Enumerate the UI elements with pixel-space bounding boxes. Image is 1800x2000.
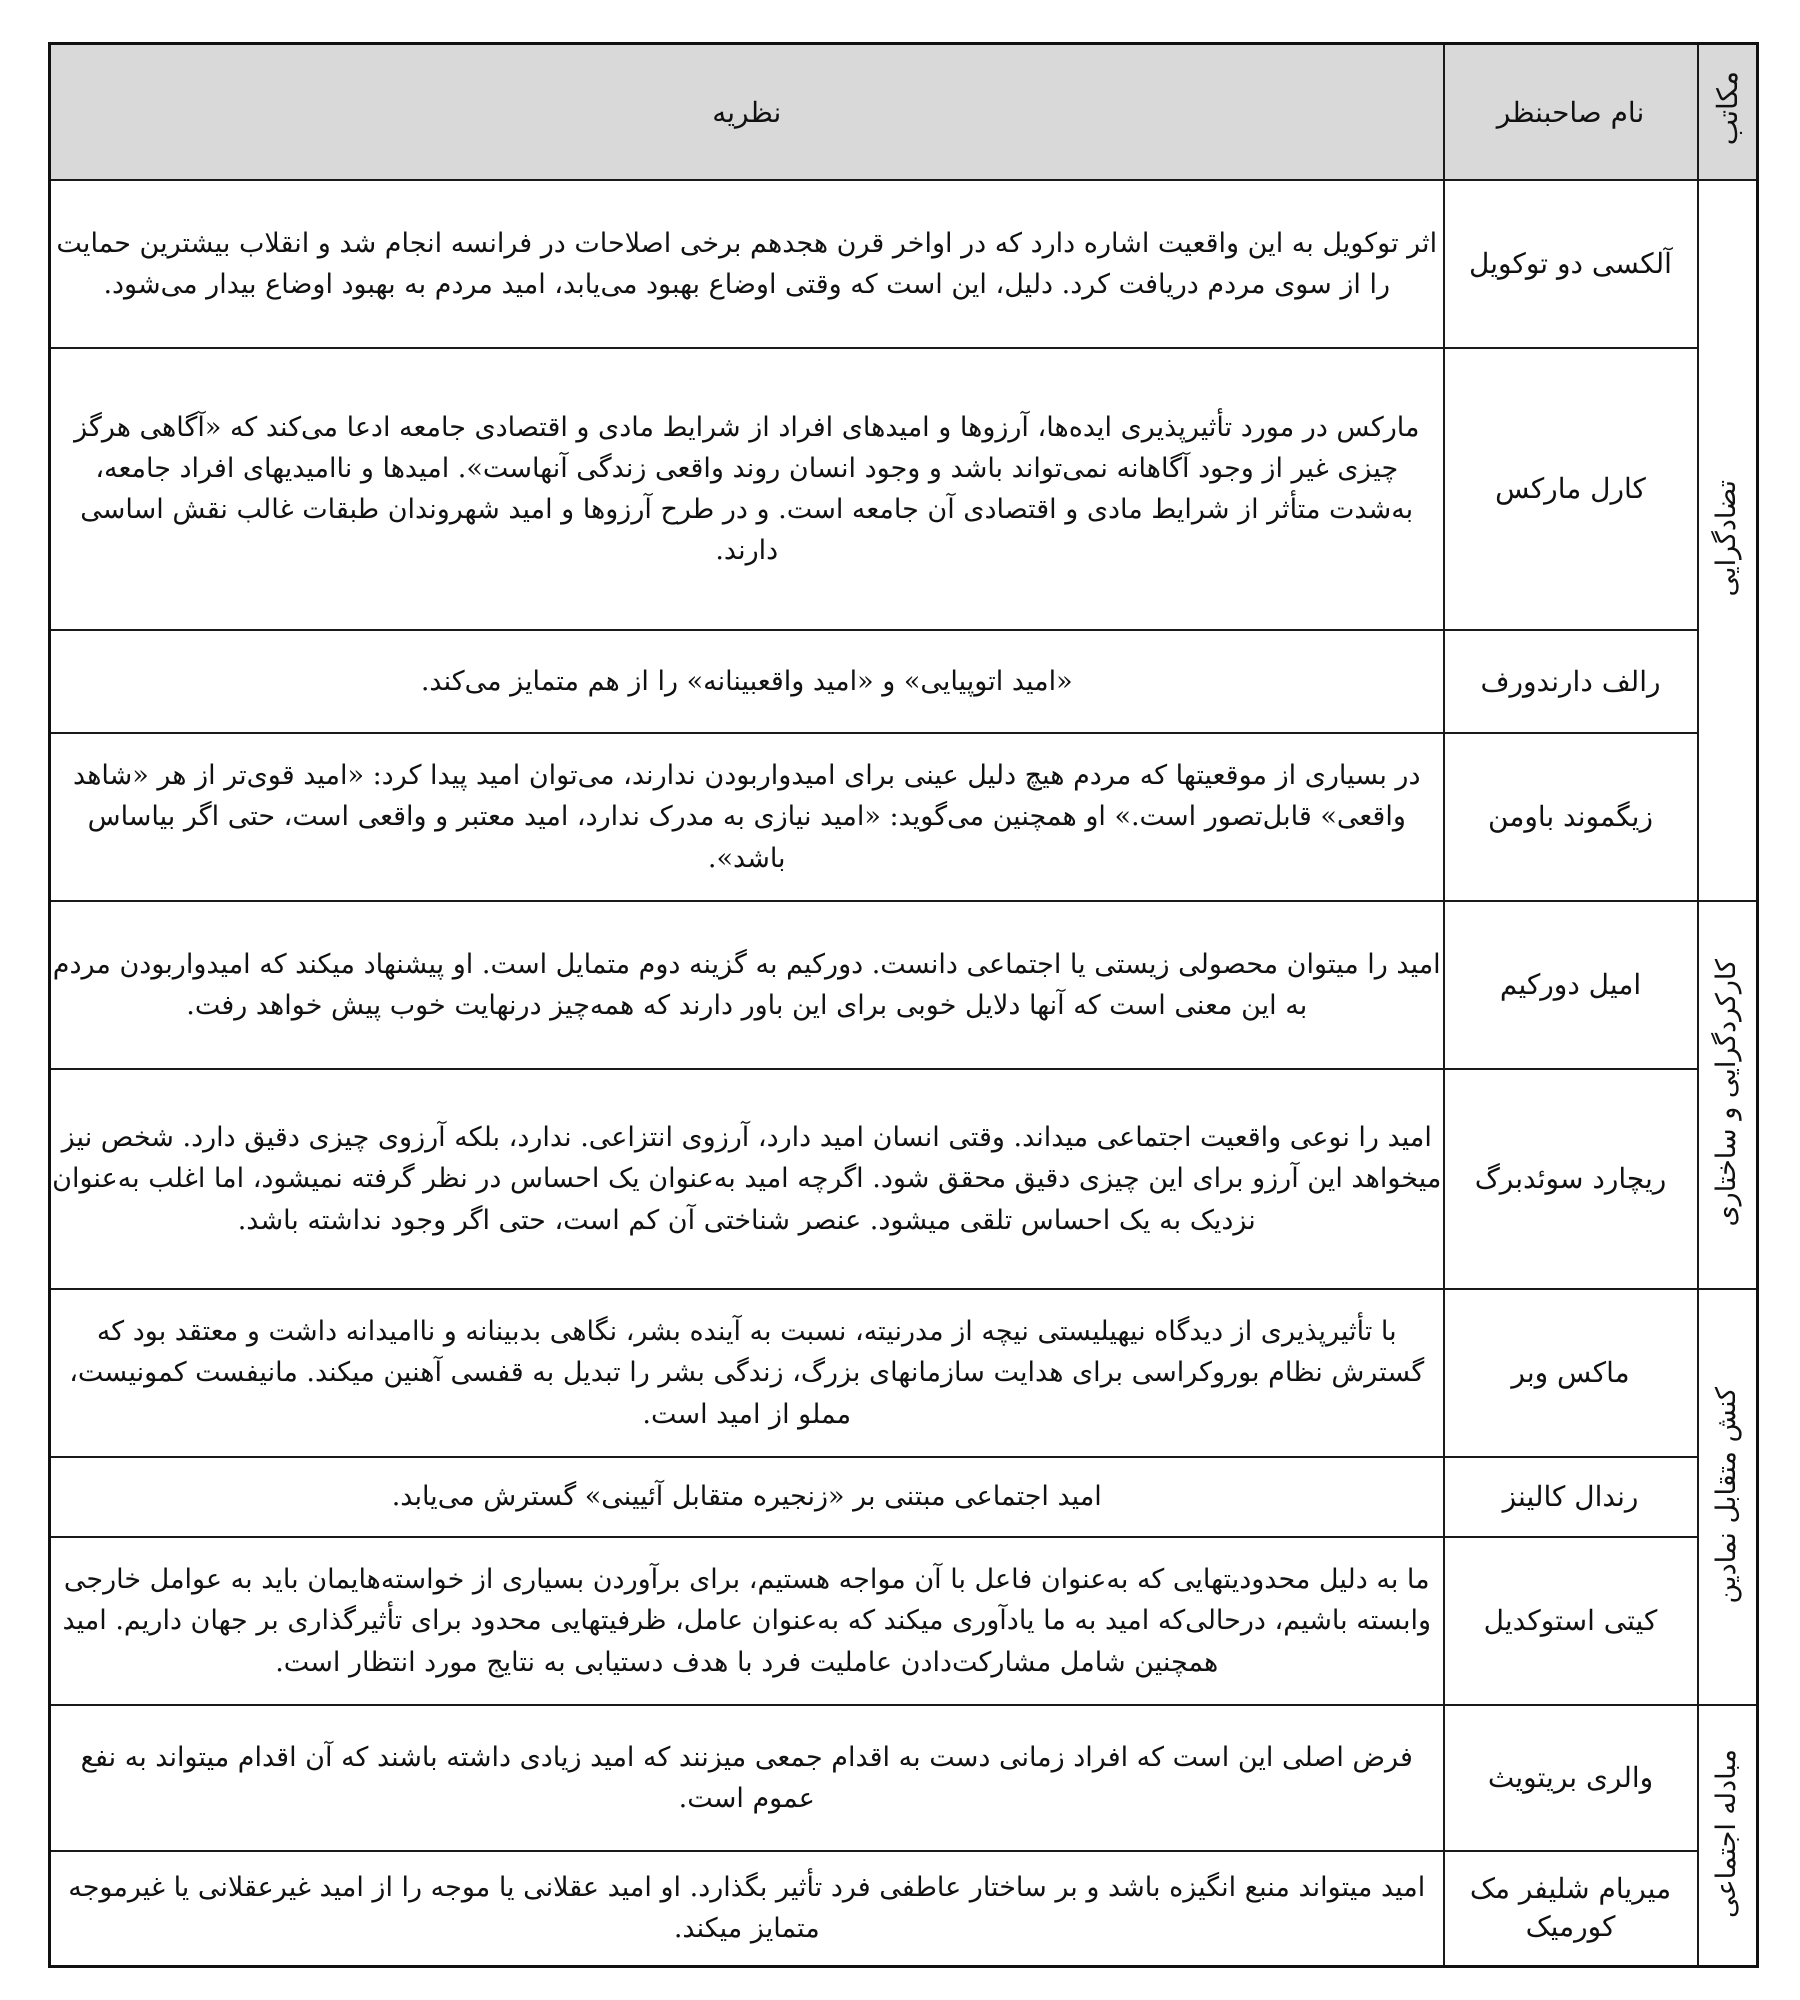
theory-text: امید را نوعی واقعیت اجتماعی میداند. وقتی انسان امید دارد، آرزوی انتزاعی. ندارد، بلکه آرزوی چیزی دقیق دارد. شخص نیز میخواهد این آرزو برای این چیزی دقیق محقق شود. اگرچه امید به‌عنوان یک احساس در نظر گرفته نمیشود، اما اغلب به‌عنوان نزدیک به یک احساس تلقی میشود. عنصر شناختی آن کم است، حتی اگر وجود نداشته باشد. — [50, 1069, 1444, 1289]
theories-table — [48, 42, 1759, 1968]
table-row — [50, 630, 1758, 733]
table-row — [50, 1537, 1758, 1705]
school-label: مبادله اجتماعی — [1711, 1748, 1743, 1918]
theorist-name: امیل دورکیم — [1444, 901, 1698, 1069]
header-theory — [50, 44, 1444, 181]
school-cell — [1698, 1289, 1758, 1705]
table-row — [50, 348, 1758, 630]
header-school — [1698, 44, 1758, 181]
table-row — [50, 1851, 1758, 1966]
theory-text: اثر توکویل به این واقعیت اشاره دارد که در اواخر قرن هجدهم برخی اصلاحات در فرانسه انجام شد و انقلاب بیشترین حمایت را از سوی مردم دریافت کرد. دلیل، این است که وقتی اوضاع بهبود می‌یابد، امید مردم به بهبود اوضاع بیدار می‌شود. — [50, 180, 1444, 348]
school-cell — [1698, 901, 1758, 1289]
school-cell — [1698, 1705, 1758, 1966]
theory-text: مارکس در مورد تأثیرپذیری ایده‌ها، آرزوها و امیدهای افراد از شرایط مادی و اقتصادی جامعه ادعا می‌کند که «آگاهی هرگز چیزی غیر از وجود آگاهانه نمی‌تواند باشد و وجود انسان روند واقعی زندگی آنهاست». امیدها و ناامیدیهای افراد جامعه، به‌شدت متأثر از شرایط مادی و اقتصادی آن جامعه است. و در طرح آرزوها و امید شهروندان طبقات غالب نقش اساسی دارند. — [50, 348, 1444, 630]
theorist-name: کارل مارکس — [1444, 348, 1698, 630]
theory-text: فرض اصلی این است که افراد زمانی دست به اقدام جمعی میزنند که امید زیادی داشته باشند که آن اقدام میتواند به نفع عموم است. — [50, 1705, 1444, 1851]
theories-table-container — [48, 42, 1759, 1952]
theory-text: امید میتواند منبع انگیزه باشد و بر ساختار عاطفی فرد تأثیر بگذارد. او امید عقلانی یا موجه را از امید غیرعقلانی یا غیرموجه متمایز میکند. — [50, 1851, 1444, 1966]
theorist-name: والری بریتویث — [1444, 1705, 1698, 1851]
header-row — [50, 44, 1758, 181]
school-label: کارکردگرایی و ساختاری — [1711, 959, 1743, 1227]
theory-text: امید اجتماعی مبتنی بر «زنجیره متقابل آئیینی» گسترش می‌یابد. — [50, 1457, 1444, 1537]
school-label: کنش متقابل نمادین — [1711, 1386, 1743, 1604]
header-name — [1444, 44, 1698, 181]
table-row — [50, 1069, 1758, 1289]
theory-text: در بسیاری از موقعیتها که مردم هیچ دلیل عینی برای امیدواربودن ندارند، می‌توان امید پیدا کرد: «امید قوی‌تر از هر «شاهد واقعی» قابل‌تصور است.» او همچنین می‌گوید: «امید نیازی به مدرک ندارد، امید معتبر و واقعی است، حتی اگر بیاساس باشد». — [50, 733, 1444, 901]
theory-text: ما به دلیل محدودیتهایی که به‌عنوان فاعل با آن مواجه هستیم، برای برآوردن بسیاری از خواسته‌هایمان باید به عوامل خارجی وابسته باشیم، درحالی‌که امید به ما یادآوری میکند که به‌عنوان عامل، ظرفیتهایی محدود برای تأثیرگذاری بر جهان داریم. امید همچنین شامل مشارکت‌دادن عاملیت فرد با هدف دستیابی به نتایج مورد انتظار است. — [50, 1537, 1444, 1705]
theorist-name: کیتی استوکدیل — [1444, 1537, 1698, 1705]
table-row — [50, 1457, 1758, 1537]
header-theory-label: نظریه — [712, 95, 782, 129]
theory-text: با تأثیرپذیری از دیدگاه نیهیلیستی نیچه از مدرنیته، نسبت به آینده بشر، نگاهی بدبینانه و ناامیدانه داشت و معتقد بود که گسترش نظام بوروکراسی برای هدایت سازمانهای بزرگ، زندگی بشر را تبدیل به قفسی آهنین میکند. مانیفست کمونیست، مملو از امید است. — [50, 1289, 1444, 1457]
theorist-name: میریام شلیفر مک کورمیک — [1444, 1851, 1698, 1966]
table-row — [50, 1289, 1758, 1457]
table-row — [50, 733, 1758, 901]
theorist-name: رالف دارندورف — [1444, 630, 1698, 733]
table-row — [50, 180, 1758, 348]
table-row — [50, 1705, 1758, 1851]
theorist-name: زیگموند باومن — [1444, 733, 1698, 901]
theorist-name: ریچارد سوئدبرگ — [1444, 1069, 1698, 1289]
header-name-label: نام صاحبنظر — [1496, 95, 1645, 129]
theorist-name: ماکس وبر — [1444, 1289, 1698, 1457]
table-row — [50, 901, 1758, 1069]
theorist-name: آلکسی دو توکویل — [1444, 180, 1698, 348]
school-cell — [1698, 180, 1758, 901]
theorist-name: رندال کالینز — [1444, 1457, 1698, 1537]
theory-text: امید را میتوان محصولی زیستی یا اجتماعی دانست. دورکیم به گزینه دوم متمایل است. او پیشنهاد میکند که امیدواربودن مردم به این معنی است که آنها دلایل خوبی برای این باور دارند که همه‌چیز درنهایت خوب پیش خواهد رفت. — [50, 901, 1444, 1069]
school-label: تضادگرایی — [1711, 480, 1743, 597]
theory-text: «امید اتوپیایی» و «امید واقعبینانه» را از هم متمایز می‌کند. — [50, 630, 1444, 733]
header-school-label: مکاتب — [1710, 71, 1744, 146]
